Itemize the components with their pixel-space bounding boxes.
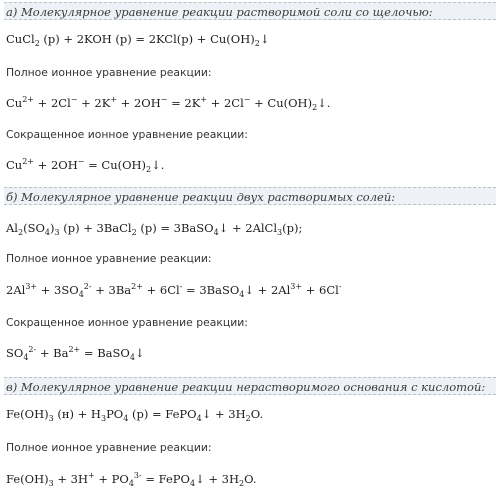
equation-supscript: - — [179, 282, 183, 291]
equation-supscript: 2+ — [22, 157, 35, 166]
equation-subscript: 3 — [100, 414, 107, 423]
equation-text: = 2K — [167, 96, 201, 110]
equation-subscript: 3 — [54, 228, 60, 237]
section-b-short-equation — [6, 346, 145, 360]
section-b-full-equation — [6, 283, 342, 297]
equation-text: = FePO — [141, 472, 190, 486]
equation-supscript: − — [160, 95, 168, 104]
equation-text: (р) = FePO — [128, 407, 197, 421]
equation-subscript: 4 — [213, 228, 219, 237]
section-a-heading: а) Молекулярное уравнение реакции растворимой соли со щелочью: — [4, 2, 496, 20]
equation-supscript: 2+ — [22, 95, 35, 104]
section-b-short-label: Сокращенное ионное уравнение реакции: — [6, 316, 248, 329]
equation-text: ↓ + 2Al — [244, 283, 291, 297]
equation-subscript: 4 — [78, 290, 84, 299]
section-a-short-equation — [6, 158, 164, 172]
equation-text: Al — [6, 221, 18, 235]
equation-text: + 2K — [77, 96, 111, 110]
section-c-full-equation — [6, 472, 257, 486]
equation-text: (р); — [282, 221, 303, 235]
equation-supscript: 2- — [28, 345, 37, 354]
equation-text: O. — [250, 407, 264, 421]
equation-subscript: 2 — [312, 103, 318, 112]
equation-supscript: - — [338, 282, 342, 291]
equation-supscript: 3- — [133, 471, 142, 480]
equation-subscript: 4 — [44, 228, 50, 237]
equation-text: Fe(OH) — [6, 407, 49, 421]
equation-text: (р) + 3BaCl — [59, 221, 132, 235]
equation-supscript: 2+ — [68, 345, 81, 354]
equation-text: (р) = 3BaSO — [136, 221, 214, 235]
section-b-full-label: Полное ионное уравнение реакции: — [6, 252, 212, 265]
equation-text: ↓ + 3H — [195, 472, 240, 486]
equation-text: + 3Ba — [91, 283, 132, 297]
equation-text: + Cu(OH) — [250, 96, 313, 110]
equation-supscript: 2- — [83, 282, 92, 291]
equation-text: + 3SO — [37, 283, 79, 297]
equation-supscript: + — [200, 95, 208, 104]
equation-subscript: 2 — [245, 414, 251, 423]
equation-supscript: + — [87, 471, 95, 480]
equation-text: 2Al — [6, 283, 26, 297]
equation-subscript: 4 — [129, 353, 135, 362]
equation-subscript: 4 — [123, 414, 129, 423]
equation-text: + PO — [94, 472, 129, 486]
equation-subscript: 2 — [146, 165, 152, 174]
equation-text: + 6Cl — [302, 283, 339, 297]
equation-text: O. — [244, 472, 257, 486]
section-a-short-label: Сокращенное ионное уравнение реакции: — [6, 128, 248, 141]
equation-text: + 2OH — [34, 158, 78, 172]
section-c-heading: в) Молекулярное уравнение реакции нерастворимого основания с кислотой: — [4, 377, 496, 395]
section-c-molecular-equation — [6, 407, 263, 421]
equation-text: + 2Cl — [207, 96, 244, 110]
equation-text: = 3BaSO — [182, 283, 240, 297]
equation-subscript: 2 — [254, 39, 260, 48]
section-a-molecular-equation — [6, 32, 269, 46]
equation-supscript: 3+ — [290, 282, 303, 291]
equation-text: ↓. — [151, 158, 165, 172]
equation-text: + 2OH — [117, 96, 161, 110]
equation-subscript: 4 — [189, 479, 196, 488]
equation-subscript: 2 — [17, 228, 24, 237]
equation-subscript: 4 — [239, 290, 245, 299]
equation-text: = BaSO — [80, 346, 130, 360]
equation-subscript: 3 — [277, 228, 283, 237]
equation-subscript: 4 — [128, 479, 134, 488]
equation-text: = Cu(OH) — [84, 158, 147, 172]
section-b-molecular-equation — [6, 221, 302, 235]
equation-text: SO — [6, 346, 24, 360]
equation-text: + Ba — [36, 346, 69, 360]
equation-text: ) — [49, 221, 55, 235]
equation-supscript: − — [77, 157, 85, 166]
equation-supscript: + — [110, 95, 118, 104]
equation-text: PO — [106, 407, 124, 421]
equation-text: + 3H — [53, 472, 88, 486]
equation-text: Fe(OH) — [6, 472, 49, 486]
equation-supscript: 2+ — [131, 282, 143, 291]
equation-subscript: 2 — [131, 228, 137, 237]
equation-text: (н) + H — [53, 407, 101, 421]
equation-text: (SO — [23, 221, 45, 235]
equation-text: ↓ — [259, 32, 270, 46]
equation-text: Cu — [6, 158, 23, 172]
equation-subscript: 3 — [48, 479, 54, 488]
equation-text: ↓ — [134, 346, 145, 360]
equation-text: ↓ + 2AlCl — [218, 221, 278, 235]
equation-subscript: 3 — [48, 414, 54, 423]
equation-subscript: 4 — [196, 414, 202, 423]
equation-text: ↓ + 3H — [201, 407, 246, 421]
equation-text: (р) + 2KOH (р) = 2KCl(р) + Cu(OH) — [39, 32, 255, 46]
section-a-full-equation — [6, 96, 330, 110]
equation-subscript: 4 — [23, 353, 29, 362]
equation-text: ↓. — [317, 96, 331, 110]
section-b-heading: б) Молекулярное уравнение реакции двух растворимых солей: — [4, 187, 496, 205]
equation-text: CuCl — [6, 32, 35, 46]
equation-text: + 6Cl — [142, 283, 180, 297]
equation-text: + 2Cl — [34, 96, 71, 110]
equation-subscript: 2 — [34, 39, 40, 48]
section-a-full-label: Полное ионное уравнение реакции: — [6, 66, 212, 79]
equation-subscript: 2 — [239, 479, 245, 488]
equation-supscript: − — [243, 95, 251, 104]
equation-text: Cu — [6, 96, 23, 110]
section-c-full-label: Полное ионное уравнение реакции: — [6, 441, 212, 454]
equation-supscript: 3+ — [25, 282, 38, 291]
equation-supscript: − — [70, 95, 78, 104]
